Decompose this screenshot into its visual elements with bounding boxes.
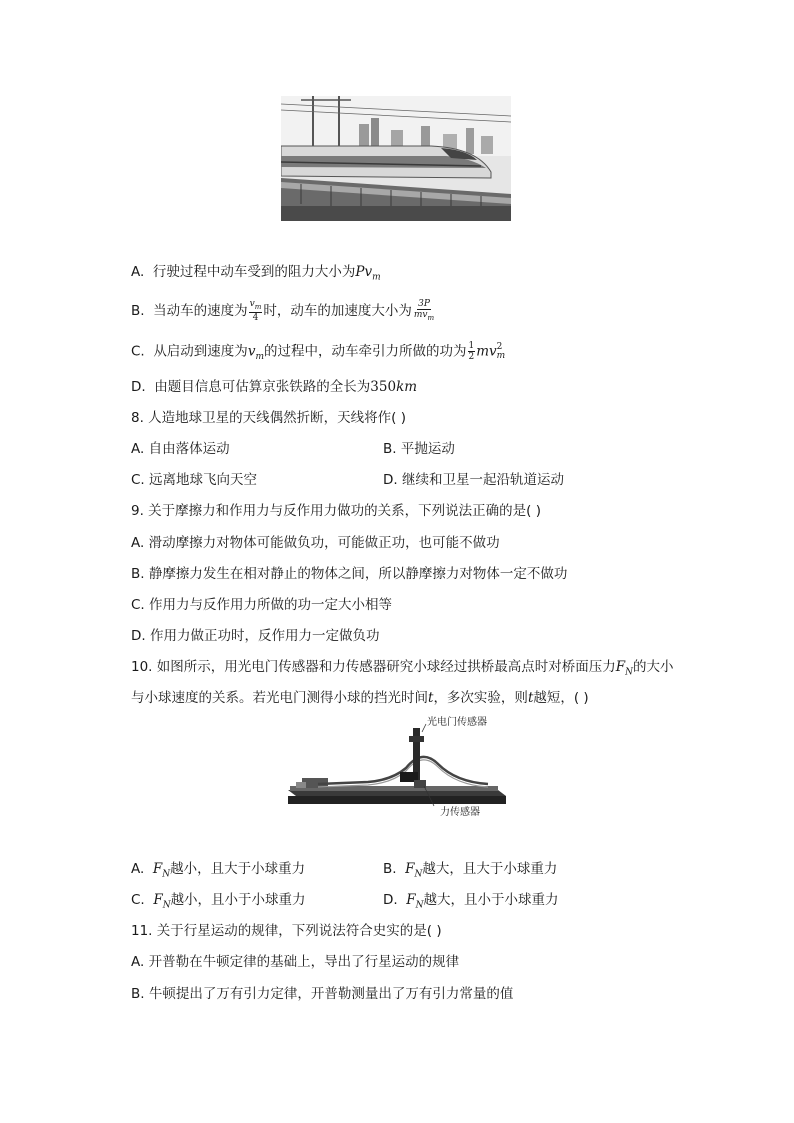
q10-stem-line1: 10. 如图所示，用光电门传感器和力传感器研究小球经过拱桥最高点时对桥面压力$F_N$的大小 bbox=[131, 659, 674, 678]
q8-option-d: D. 继续和卫星一起沿轨道运动 bbox=[383, 472, 564, 488]
q7-option-c: C. 从启动到速度为$v_m$的过程中，动车牵引力所做的功为 $\frac{1}{2}$ mv 2 m bbox=[131, 341, 506, 363]
q10-option-a: A. $F_N$越小，且大于小球重力 bbox=[131, 861, 306, 880]
q11-option-a: A. 开普勒在牛顿定律的基础上，导出了行星运动的规律 bbox=[131, 954, 460, 970]
photogate-apparatus-figure bbox=[288, 716, 508, 820]
train-photo bbox=[281, 96, 511, 221]
q11-stem: 11. 关于行星运动的规律，下列说法符合史实的是( ) bbox=[131, 923, 442, 939]
q10-stem-line2: 与小球速度的关系。若光电门测得小球的挡光时间t，多次实验，则t越短，( ) bbox=[131, 690, 589, 706]
force-sensor-label: 力传感器 bbox=[440, 807, 480, 818]
q9-option-b: B. 静摩擦力发生在相对静止的物体之间，所以静摩擦力对物体一定不做功 bbox=[131, 566, 568, 582]
q7-option-a: A. 行驶过程中动车受到的阻力大小为$Pv_m$ bbox=[131, 264, 381, 283]
q9-option-a: A. 滑动摩擦力对物体可能做负功，可能做正功，也可能不做功 bbox=[131, 535, 500, 551]
q7-option-d: D. 由题目信息可估算京张铁路的全长为350km bbox=[131, 379, 418, 395]
photogate-sensor-label: 光电门传感器 bbox=[427, 717, 487, 728]
q10-option-c: C. $F_N$越小，且小于小球重力 bbox=[131, 892, 306, 911]
q9-stem: 9. 关于摩擦力和作用力与反作用力做功的关系，下列说法正确的是( ) bbox=[131, 503, 541, 519]
q8-option-c: C. 远离地球飞向天空 bbox=[131, 472, 258, 488]
q10-option-b: B. $F_N$越大，且大于小球重力 bbox=[383, 861, 558, 880]
q9-option-c: C. 作用力与反作用力所做的功一定大小相等 bbox=[131, 597, 393, 613]
q9-option-d: D. 作用力做正功时，反作用力一定做负功 bbox=[131, 628, 380, 644]
q11-option-b: B. 牛顿提出了万有引力定律，开普勒测量出了万有引力常量的值 bbox=[131, 986, 514, 1002]
q8-option-b: B. 平抛运动 bbox=[383, 441, 455, 457]
q10-option-d: D. $F_N$越大，且小于小球重力 bbox=[383, 892, 559, 911]
q7-option-b: B. 当动车的速度为 $\frac{v_m}{4}$ 时，动车的加速度大小为 $\frac{3P}{mv_m}$ bbox=[131, 299, 435, 323]
q8-option-a: A. 自由落体运动 bbox=[131, 441, 230, 457]
q8-stem: 8. 人造地球卫星的天线偶然折断，天线将作( ) bbox=[131, 410, 406, 426]
